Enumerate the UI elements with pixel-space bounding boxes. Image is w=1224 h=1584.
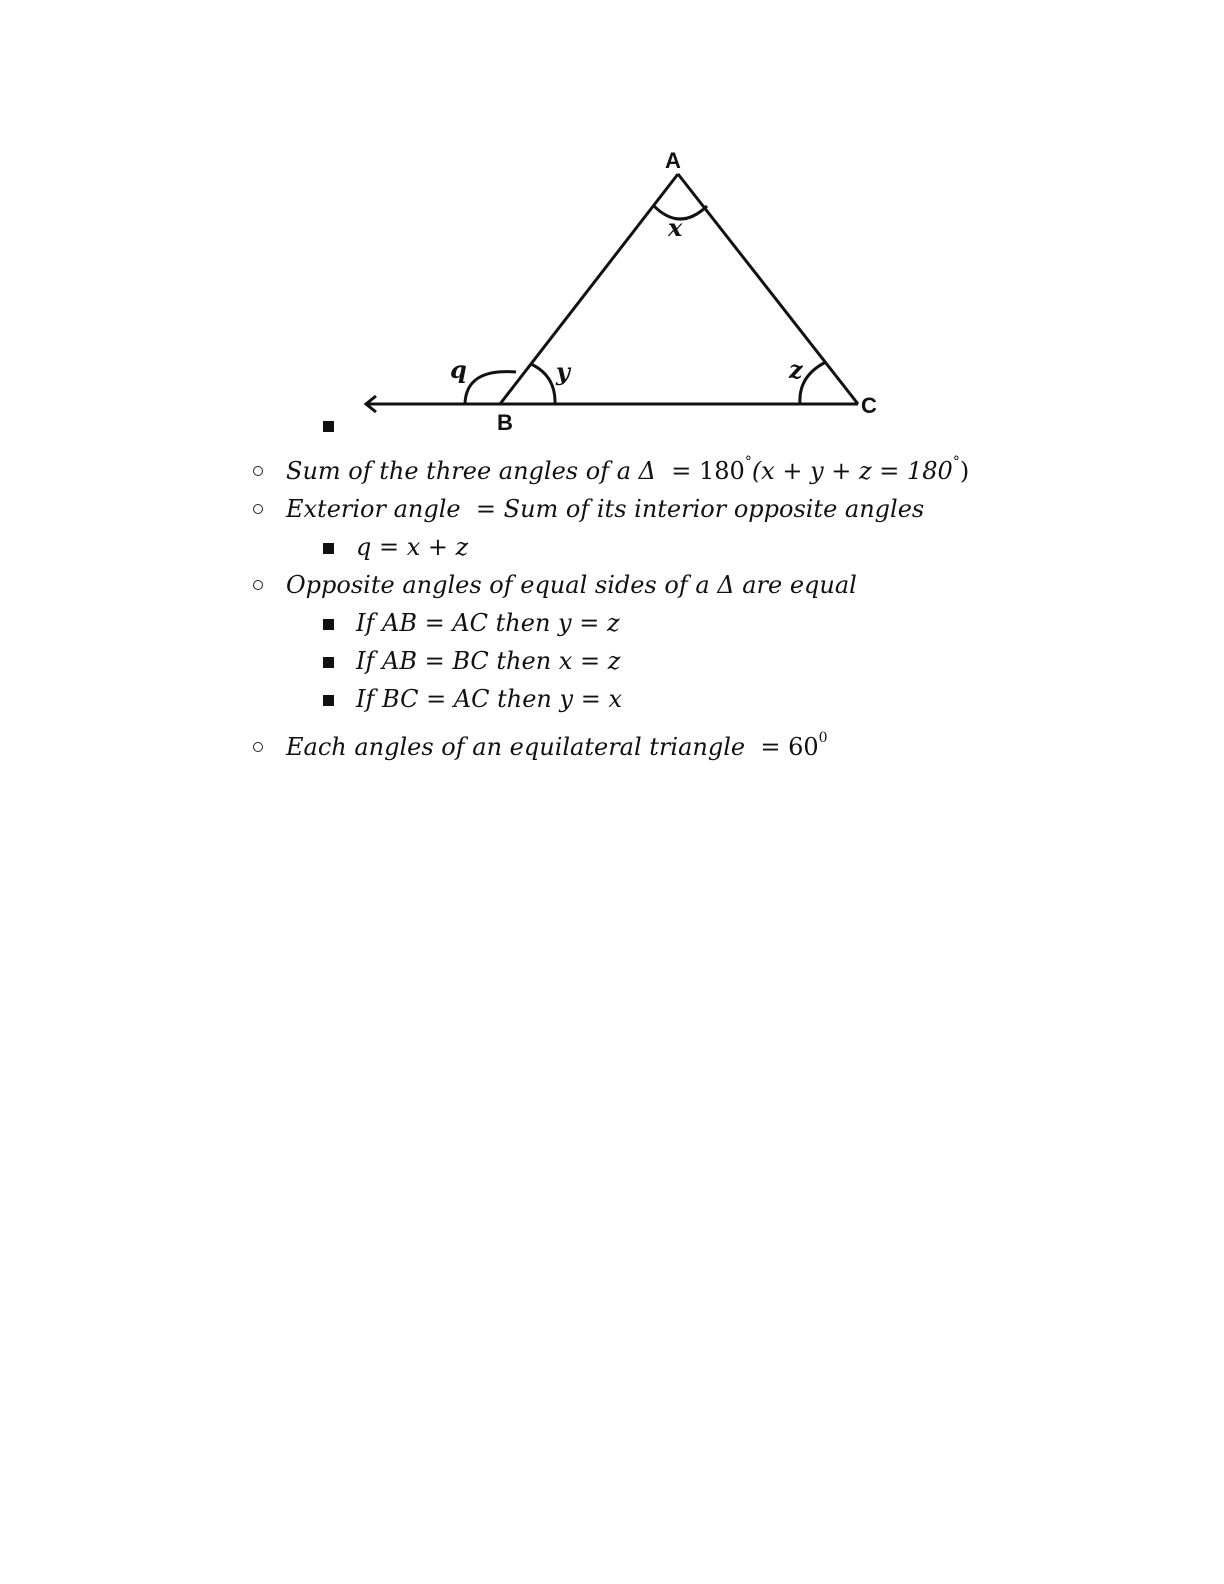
square-bullet-3-1 (323, 619, 334, 630)
note-angle-sum (286, 456, 969, 486)
note-equilateral (286, 732, 828, 762)
vertex-label-c: C (861, 393, 877, 418)
angle-label-z: z (789, 355, 803, 384)
vertex-label-a: A (665, 148, 681, 173)
note-bc-ac: If BC = AC then y = x (356, 685, 622, 713)
square-bullet-3-2 (323, 657, 334, 668)
angle-arc-z (800, 362, 826, 404)
circle-bullet-4 (253, 742, 263, 752)
angle-label-x: x (668, 213, 683, 242)
note-opposite-angles: Opposite angles of equal sides of a Δ are equal (286, 571, 857, 599)
close-paren: ) (959, 457, 970, 485)
equals-sign: = (760, 733, 781, 761)
note-ab-bc: If AB = BC then x = z (356, 647, 621, 675)
circle-bullet-1 (253, 466, 263, 476)
angle-sum-equation: (x + y + z = 180 (751, 457, 953, 485)
equilateral-text: Each angles of an equilateral triangle (286, 733, 746, 761)
angle-label-q: q (450, 355, 467, 384)
circle-bullet-3 (253, 580, 263, 590)
angle-arc-q (465, 372, 516, 404)
note-ab-ac: If AB = AC then y = z (356, 609, 620, 637)
triangle-diagram (0, 0, 1224, 460)
note-exterior-angle (286, 494, 924, 524)
degree-symbol-2: ° (952, 454, 960, 470)
angle-label-y: y (556, 357, 570, 386)
note-exterior-formula: q = x + z (356, 533, 469, 561)
degree-superscript: 0 (818, 730, 828, 746)
vertex-label-b: B (497, 410, 513, 435)
angle-sum-text: Sum of the three angles of a Δ (286, 457, 656, 485)
square-bullet-3-3 (323, 695, 334, 706)
equals-sign: = (475, 495, 496, 523)
circle-bullet-2 (253, 504, 263, 514)
exterior-angle-text: Exterior angle (286, 495, 461, 523)
angle-sum-value: 180 (699, 457, 745, 485)
equals-sign: = (671, 457, 692, 485)
degree-symbol: ° (744, 454, 752, 470)
square-bullet-2-1 (323, 543, 334, 554)
equilateral-value: 60 (788, 733, 819, 761)
angle-arc-y (531, 364, 555, 404)
side-ab (500, 174, 678, 404)
empty-square-bullet (323, 421, 334, 432)
exterior-angle-rhs: Sum of its interior opposite angles (503, 495, 925, 523)
